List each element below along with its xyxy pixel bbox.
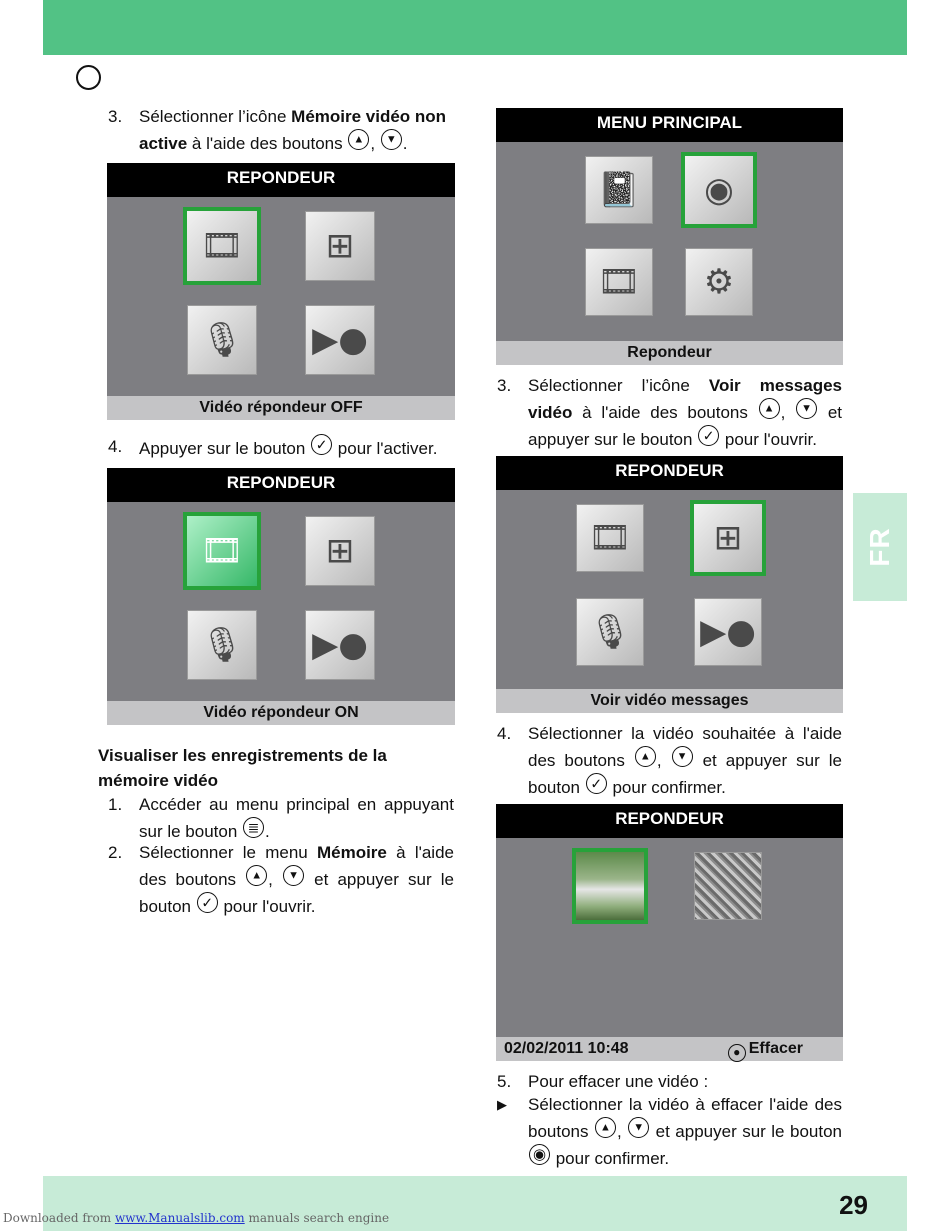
recording-date: 02/02/2011 10:48 — [504, 1040, 629, 1057]
eye-icon: ◉ — [685, 156, 753, 224]
microphone-icon: 🎙 — [576, 598, 644, 666]
eye-button-icon — [529, 1144, 550, 1165]
header-band — [43, 0, 907, 55]
ok-button-icon — [197, 892, 218, 913]
gears-icon: ⚙ — [685, 248, 753, 316]
up-button-icon — [246, 865, 267, 886]
down-button-icon — [283, 865, 304, 886]
screen-answering-off — [107, 163, 455, 420]
grid-icon: ⊞ — [305, 516, 375, 586]
film-icon: 🎞 — [187, 516, 257, 586]
language-tab — [853, 493, 907, 601]
screen-title: MENU PRINCIPAL — [496, 108, 843, 142]
screen-main-menu — [496, 108, 843, 365]
up-button-icon — [348, 129, 369, 150]
grid-icon: ⊞ — [305, 211, 375, 281]
screen-caption: Vidéo répondeur OFF — [107, 396, 455, 420]
video-thumbnail — [694, 852, 762, 920]
section-heading: Visualiser les enregistrements de la mémoire vidéo — [98, 746, 387, 790]
up-button-icon — [595, 1117, 616, 1138]
screen-title: REPONDEUR — [107, 163, 455, 197]
screen-title: REPONDEUR — [496, 804, 843, 838]
download-footer: Downloaded from www.Manualslib.com manuals search engine — [3, 1211, 390, 1225]
screen-answering-on — [107, 468, 455, 725]
screen-caption: Vidéo répondeur ON — [107, 701, 455, 725]
screen-title: REPONDEUR — [107, 468, 455, 502]
language-label: FR — [864, 527, 895, 567]
manualslib-link[interactable]: www.Manualslib.com — [114, 1211, 245, 1225]
notebook-icon: 📓 — [585, 156, 653, 224]
film-icon: 🎞 — [576, 504, 644, 572]
down-button-icon — [672, 746, 693, 767]
play-record-icon: ▶● — [305, 305, 375, 375]
ok-button-icon — [586, 773, 607, 794]
eye-icon: ● — [728, 1044, 746, 1062]
video-thumbnail — [576, 852, 644, 920]
screen-status-bar — [496, 1037, 843, 1061]
screen-view-messages — [496, 456, 843, 713]
screen-caption: Repondeur — [496, 341, 843, 365]
ok-button-icon — [698, 425, 719, 446]
page-number: 29 — [839, 1190, 868, 1220]
down-button-icon — [381, 129, 402, 150]
up-button-icon — [635, 746, 656, 767]
up-button-icon — [759, 398, 780, 419]
screen-title: REPONDEUR — [496, 456, 843, 490]
circle-marker — [76, 65, 101, 90]
grid-icon: ⊞ — [694, 504, 762, 572]
delete-label: ● Effacer — [728, 1037, 803, 1062]
ok-button-icon — [311, 434, 332, 455]
screen-caption: Voir vidéo messages — [496, 689, 843, 713]
bullet-arrow-icon: ▶ — [497, 1097, 507, 1112]
microphone-icon: 🎙 — [187, 305, 257, 375]
menu-button-icon — [243, 817, 264, 838]
screen-video-list — [496, 804, 843, 1061]
play-record-icon: ▶● — [694, 598, 762, 666]
film-icon: 🎞 — [187, 211, 257, 281]
play-record-icon: ▶● — [305, 610, 375, 680]
down-button-icon — [796, 398, 817, 419]
film-icon: 🎞 — [585, 248, 653, 316]
microphone-icon: 🎙 — [187, 610, 257, 680]
down-button-icon — [628, 1117, 649, 1138]
